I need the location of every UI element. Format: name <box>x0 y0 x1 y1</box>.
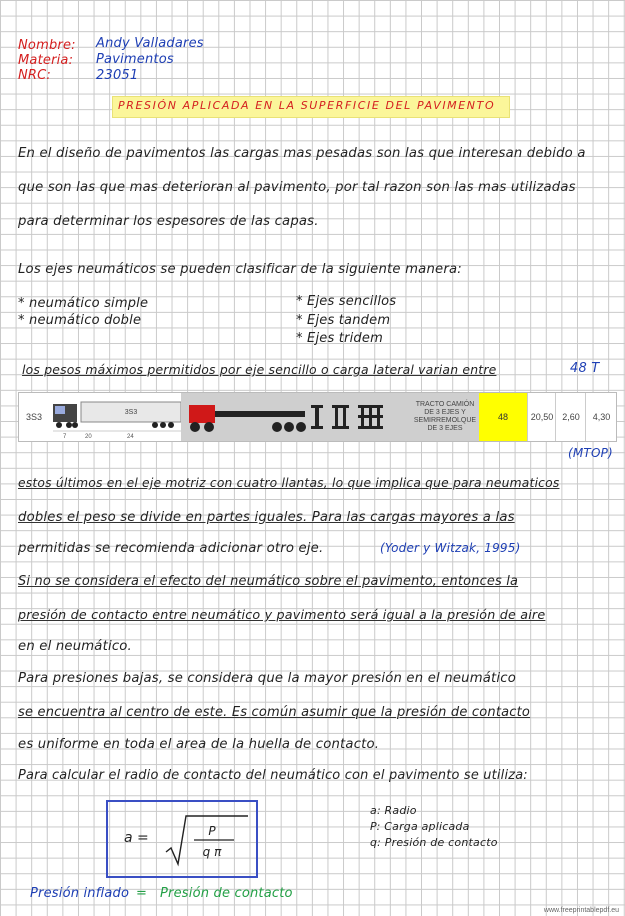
nrc-value: 23051 <box>96 68 139 83</box>
materia-value: Pavimentos <box>96 52 174 67</box>
materia-label: Materia: <box>18 53 74 68</box>
formula-numerator: P <box>208 824 216 838</box>
pesos-line: los pesos máximos permitidos por eje sencillo o carga lateral varian entre <box>22 362 497 377</box>
table-peso: 48 <box>479 393 527 441</box>
pesos-value: 48 T <box>570 361 600 376</box>
table-code: 3S3 <box>25 412 42 422</box>
nombre-value: Andy Valladares <box>96 36 204 51</box>
text-line-5: se encuentra al centro de este. Es común asumir que la presión de contacto <box>18 705 531 720</box>
text-line-3: en el neumático. <box>18 639 132 654</box>
formula-lhs: a = <box>124 830 149 846</box>
nrc-label: NRC: <box>18 68 52 83</box>
table-description: TRACTO CAMIÓN DE 3 EJES Y SEMIRREMOLQUE DE 3 EJES <box>411 393 479 441</box>
text-line-6: es uniforme en toda el area de la huella de contacto. <box>18 737 380 752</box>
table-value-2: 2,60 <box>555 393 586 441</box>
list-right-3: * Ejes tridem <box>296 331 383 346</box>
text-line-1: Si no se considera el efecto del neumático sobre el pavimento, entonces la <box>18 574 519 589</box>
clasif-line: Los ejes neumáticos se pueden clasificar de la siguiente manera: <box>18 262 462 277</box>
truck-table <box>18 392 617 442</box>
body-line-2: dobles el peso se divide en partes iguales. Para las cargas mayores a las <box>18 510 515 525</box>
dim-1: 7 <box>63 434 67 440</box>
body-line-3: permitidas se recomienda adicionar otro eje. <box>18 541 324 556</box>
intro-line-3: para determinar los espesores de las capas. <box>18 214 319 229</box>
legend-p: P: Carga aplicada <box>370 820 470 833</box>
text-line-2: presión de contacto entre neumático y pavimento será igual a la presión de aire <box>18 607 546 622</box>
dim-3: 24 <box>127 434 134 440</box>
formula-denominator: q π <box>202 845 222 859</box>
axle-configuration-icon <box>183 397 409 437</box>
truck-icon <box>51 394 187 440</box>
formula-box <box>106 800 258 878</box>
formula-graphic <box>108 802 256 876</box>
equals-sign: = <box>136 886 148 901</box>
legend-a: a: Radio <box>370 804 417 817</box>
list-right-1: * Ejes sencillos <box>296 294 397 309</box>
text-line-7: Para calcular el radio de contacto del neumático con el pavimento se utiliza: <box>18 768 528 783</box>
source-note: (MTOP) <box>568 446 613 460</box>
nombre-label: Nombre: <box>18 38 76 53</box>
trailer-label: 3S3 <box>124 409 138 416</box>
legend-q: q: Presión de contacto <box>370 836 498 849</box>
watermark: www.freeprintablepdf.eu <box>543 907 619 914</box>
list-right-2: * Ejes tandem <box>296 313 391 328</box>
intro-line-2: que son las que mas deterioran al pavimento, por tal razon son las mas utilizadas <box>18 180 576 195</box>
body-line-1: estos últimos en el eje motriz con cuatro llantas, lo que implica que para neumaticos <box>18 476 560 490</box>
text-line-4: Para presiones bajas, se considera que la mayor presión en el neumático <box>18 671 516 686</box>
page-title: PRESIÓN APLICADA EN LA SUPERFICIE DEL PAVIMENTO <box>118 99 496 112</box>
table-value-1: 20,50 <box>527 393 556 441</box>
axle-diagram <box>181 393 411 441</box>
intro-line-1: En el diseño de pavimentos las cargas mas pesadas son las que interesan debido a <box>18 146 586 161</box>
presion-inflado: Presión inflado <box>30 886 130 901</box>
truck-diagram <box>49 393 189 441</box>
citation: (Yoder y Witzak, 1995) <box>380 541 521 555</box>
list-left-2: * neumático doble <box>18 313 142 328</box>
list-left-1: * neumático simple <box>18 296 149 311</box>
presion-contacto: Presión de contacto <box>160 886 293 901</box>
table-value-3: 4,30 <box>585 393 617 441</box>
dim-2: 20 <box>85 434 92 440</box>
